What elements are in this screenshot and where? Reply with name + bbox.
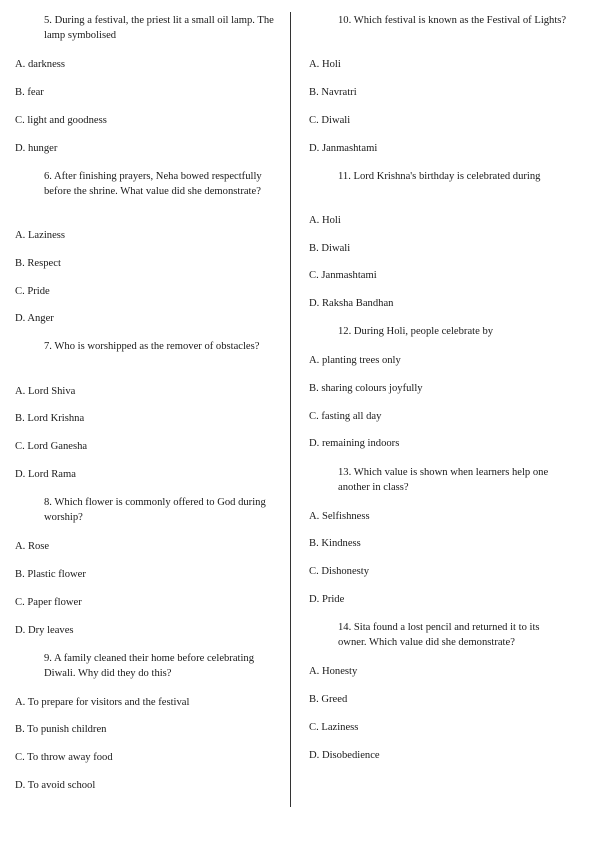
question-10: 10. Which festival is known as the Festival of Lights? — [338, 15, 567, 26]
question-13-option-c[interactable]: C. Dishonesty — [309, 566, 370, 577]
question-12: 12. During Holi, people celebrate by — [338, 326, 494, 337]
question-5-option-b[interactable]: B. fear — [15, 87, 44, 98]
question-5: 5. During a festival, the priest lit a small oil lamp. The lamp symbolised — [44, 15, 274, 41]
question-6-option-b[interactable]: B. Respect — [15, 258, 61, 269]
question-9-option-b[interactable]: B. To punish children — [15, 724, 107, 735]
question-6-option-a[interactable]: A. Laziness — [15, 230, 66, 241]
question-5-option-d[interactable]: D. hunger — [15, 143, 58, 154]
question-12-option-b[interactable]: B. sharing colours joyfully — [309, 383, 423, 394]
question-6-option-c[interactable]: C. Pride — [15, 286, 50, 297]
question-10-option-d[interactable]: D. Janmashtami — [309, 143, 378, 154]
question-14-option-c[interactable]: C. Laziness — [309, 722, 359, 733]
question-12-option-a[interactable]: A. planting trees only — [309, 355, 401, 366]
question-9: 9. A family cleaned their home before celebrating Diwali. Why did they do this? — [44, 653, 255, 679]
question-9-option-d[interactable]: D. To avoid school — [15, 780, 96, 791]
question-8-option-a[interactable]: A. Rose — [15, 541, 50, 552]
question-11-option-d[interactable]: D. Raksha Bandhan — [309, 298, 394, 309]
question-14-option-a[interactable]: A. Honesty — [309, 666, 358, 677]
question-7-option-a[interactable]: A. Lord Shiva — [15, 386, 76, 397]
question-7-option-c[interactable]: C. Lord Ganesha — [15, 441, 88, 452]
question-13-option-d[interactable]: D. Pride — [309, 594, 345, 605]
question-13-option-b[interactable]: B. Kindness — [309, 538, 361, 549]
question-13-option-a[interactable]: A. Selfishness — [309, 511, 370, 522]
question-9-option-a[interactable]: A. To prepare for visitors and the festival — [15, 697, 190, 708]
question-9-option-c[interactable]: C. To throw away food — [15, 752, 113, 763]
question-11-option-a[interactable]: A. Holi — [309, 215, 341, 226]
question-11-option-b[interactable]: B. Diwali — [309, 243, 351, 254]
question-7-option-b[interactable]: B. Lord Krishna — [15, 413, 85, 424]
question-10-option-b[interactable]: B. Navratri — [309, 87, 357, 98]
question-12-option-d[interactable]: D. remaining indoors — [309, 438, 400, 449]
question-11-option-c[interactable]: C. Janmashtami — [309, 270, 377, 281]
question-6: 6. After finishing prayers, Neha bowed respectfully before the shrine. What value did she demonstrate? — [44, 171, 262, 197]
question-8-option-b[interactable]: B. Plastic flower — [15, 569, 86, 580]
question-10-option-a[interactable]: A. Holi — [309, 59, 341, 70]
question-5-option-c[interactable]: C. light and goodness — [15, 115, 107, 126]
question-14-option-b[interactable]: B. Greed — [309, 694, 348, 705]
question-7: 7. Who is worshipped as the remover of obstacles? — [44, 341, 260, 352]
question-8: 8. Which flower is commonly offered to God during worship? — [44, 497, 266, 523]
question-8-option-c[interactable]: C. Paper flower — [15, 597, 82, 608]
question-13: 13. Which value is shown when learners help one another in class? — [338, 467, 549, 493]
question-14: 14. Sita found a lost pencil and returned it to its owner. Which value did she demonstrate? — [338, 622, 540, 648]
question-12-option-c[interactable]: C. fasting all day — [309, 411, 382, 422]
column-divider — [290, 12, 291, 807]
question-7-option-d[interactable]: D. Lord Rama — [15, 469, 76, 480]
question-11: 11. Lord Krishna's birthday is celebrated during — [338, 171, 541, 182]
question-5-option-a[interactable]: A. darkness — [15, 59, 66, 70]
question-14-option-d[interactable]: D. Disobedience — [309, 750, 380, 761]
question-8-option-d[interactable]: D. Dry leaves — [15, 625, 74, 636]
question-6-option-d[interactable]: D. Anger — [15, 313, 54, 324]
question-10-option-c[interactable]: C. Diwali — [309, 115, 351, 126]
